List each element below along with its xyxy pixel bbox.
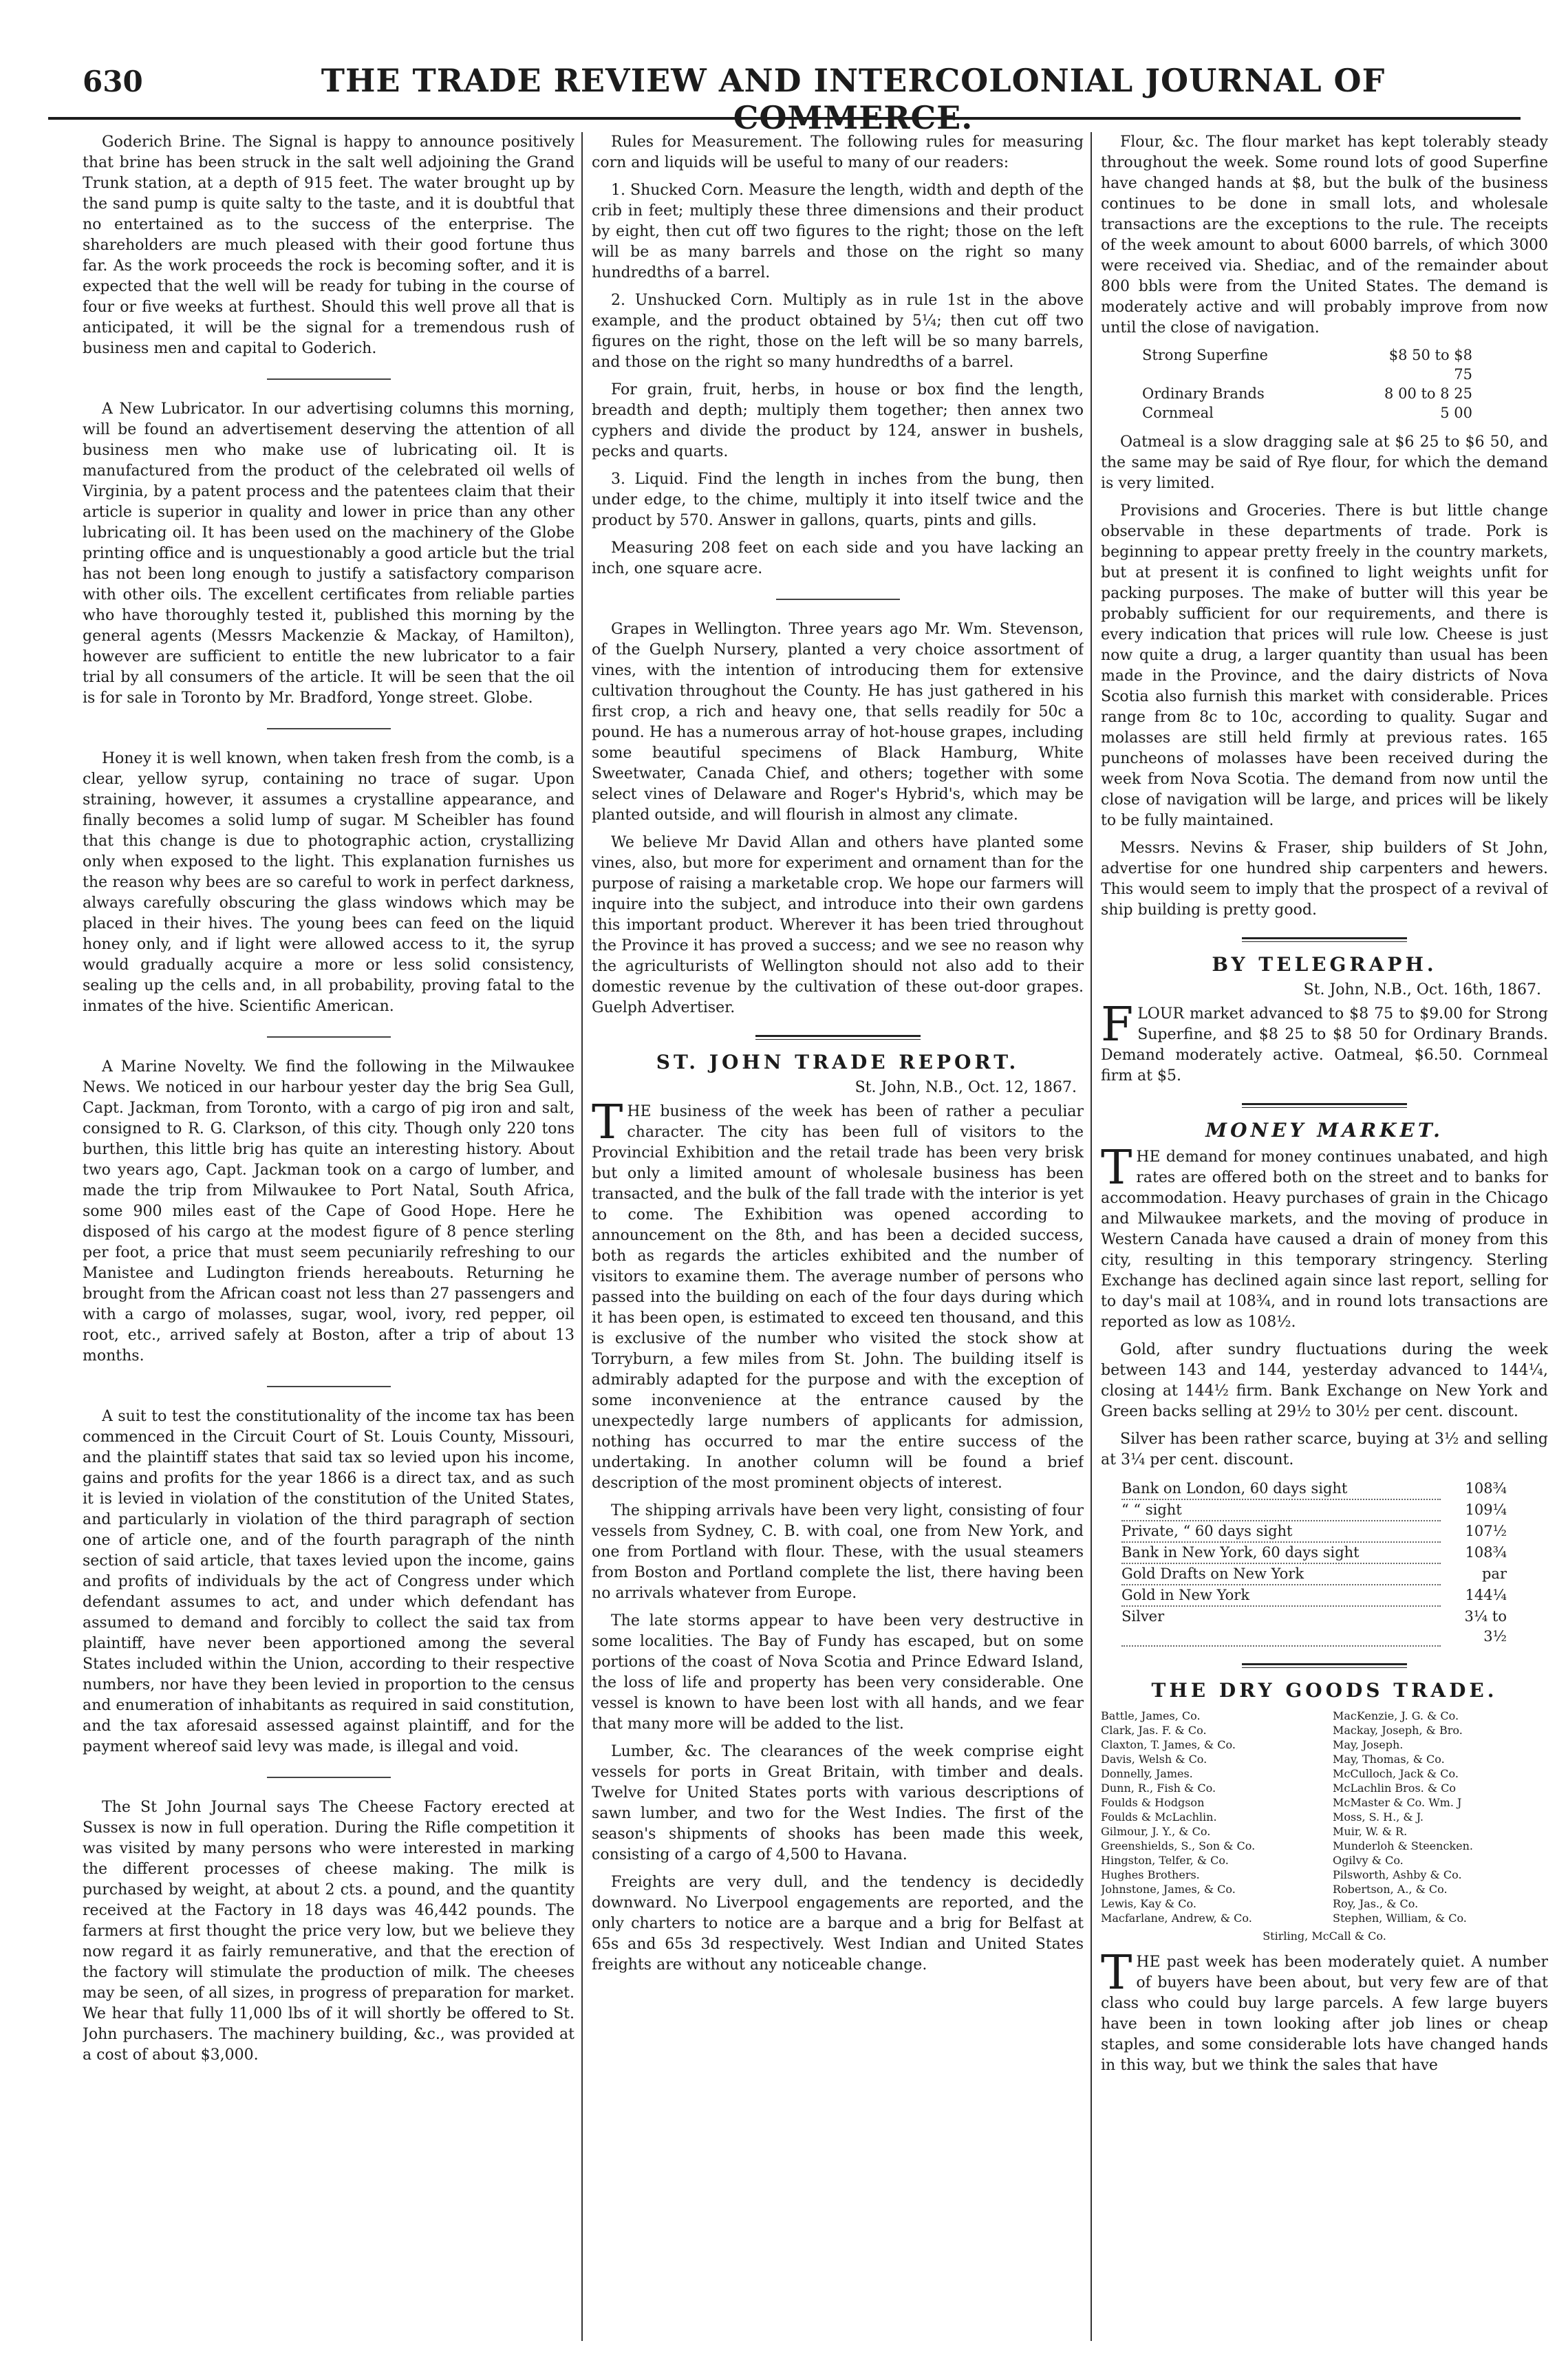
rate-label: Gold in New York (1121, 1585, 1441, 1607)
st-john-lumber: Lumber, &c. The clearances of the week comprise eight vessels for ports in Great Britain, with timber and deals. Twelve for United States ports with various descriptions of sawn lumber, and two for the West Indies. The first of the season's shipments of shooks has been made this week, consisting of a cargo of 4,500 to Havana. (592, 1743, 1084, 1863)
firm-name: Moss, S. H., & J. (1333, 1810, 1424, 1824)
money-gold: Gold, after sundry fluctuations during the week between 143 and 144, yesterday advanced to 144¼, closing at 144½ firm. Bank Exchange on New York and Green backs selling at 29½ to 30½ per cent. discount. (1101, 1341, 1548, 1420)
telegraph-text: LOUR market advanced to $8 75 to $9.00 for Strong Superfine, and $8 25 to $8 50 for Ordinary Brands. Demand moderately active. Oatmeal, $6.50. Cornmeal firm at $5. (1101, 1005, 1548, 1084)
rate-label: Private, “ 60 days sight (1121, 1521, 1441, 1543)
section-rule (755, 1035, 921, 1040)
price-row (1142, 403, 1472, 423)
column-one (83, 132, 574, 2341)
firm-name: Stephen, William, & Co. (1333, 1912, 1467, 1925)
firm-name: Dunn, R., Fish & Co. (1101, 1782, 1216, 1795)
firm-name: Hughes Brothers. (1101, 1868, 1200, 1881)
rate-value: 107½ (1465, 1523, 1507, 1539)
article-rules-measurement: Rules for Measurement. The following rules for measuring corn and liquids will be useful to many of our readers: (592, 133, 1084, 171)
rate-value: 108¾ (1465, 1480, 1507, 1497)
rate-row (1121, 1500, 1507, 1521)
price-value: $8 50 to $8 75 (1388, 347, 1472, 383)
rate-row (1121, 1585, 1507, 1607)
firm-name-centered: Stirling, McCall & Co. (1263, 1929, 1386, 1943)
article-goderich-brine: Goderich Brine. The Signal is happy to announce positively that brine has been struck in the salt well adjoining the Grand Trunk station, at a depth of 915 feet. The water brought up by the sand pump is quite salty to the taste, and it is doubtful that no entertained as to the success of the enterprise. The shareholders are much pleased with their good fortune thus far. As the work proceeds the rock is becoming softer, and it is expected that the well will be ready for tubing in the course of four or five weeks at furthest. Should this well prove all that is anticipated, it will be the signal for a tremendous rush of business men and capital to Goderich. (83, 133, 574, 357)
article-separator (776, 599, 900, 600)
newspaper-page (48, 55, 1548, 2353)
firm-name: McLachlin Bros. & Co (1333, 1782, 1457, 1795)
firm-name: Donnelly, James. (1101, 1767, 1193, 1780)
price-label: Strong Superfine (1142, 347, 1268, 363)
journal-title: THE TRADE REVIEW AND INTERCOLONIAL JOURNAL OF COMMERCE. (321, 62, 1386, 136)
drop-cap: T (592, 1095, 623, 1150)
firm-name: Gilmour, J. Y., & Co. (1101, 1825, 1211, 1838)
price-label: Ordinary Brands (1142, 385, 1265, 402)
firm-name: Lewis, Kay & Co. (1101, 1897, 1196, 1910)
firm-name: Johnstone, James, & Co. (1101, 1883, 1236, 1896)
firm-name: McMaster & Co. Wm. J (1333, 1796, 1462, 1809)
st-john-freights: Freights are very dull, and the tendency is decidedly downward. No Liverpool engagements are reported, and the only charters to notice are a barque and a brig for Belfast at 65s and 65s 3d respectively. West Indian and United States freights are without any noticeable change. (592, 1874, 1084, 1974)
price-row (1142, 345, 1472, 384)
page-number: 630 (83, 65, 143, 98)
money-market-title: MONEY MARKET. (1205, 1119, 1443, 1142)
firm-name: Clark, Jas. F. & Co. (1101, 1724, 1207, 1737)
article-new-lubricator: A New Lubricator. In our advertising columns this morning, will be found an advertisement deserving the attention of all business men who make use of lubricating oil. It is manufactured from the product of the celebrated oil wells of Virginia, by a patent process and the patentees claim that their article is superior in quality and lower in price than any other lubricating oil. It has been used on the machinery of the Globe printing office and is unquestionably a good article but the trial has not been long enough to justify a satisfactory comparison with other oils. The excellent certificates from reliable parties who have thoroughly tested it, published this morning by the general agents (Messrs Mackenzie & Mackay, of Hamilton), however are sufficient to entitle the new lubricator to a fair trial by all consumers of the article. It will be seen that the oil is for sale in Toronto by Mr. Bradford, Yonge street. Globe. (83, 400, 574, 707)
telegraph-report (1101, 998, 1548, 1087)
rate-value: par (1481, 1565, 1507, 1582)
article-separator (267, 378, 391, 380)
price-value: 8 00 to 8 25 (1384, 385, 1472, 402)
firm-name: Battle, James, Co. (1101, 1709, 1201, 1722)
st-john-shipping: The shipping arrivals have been very light, consisting of four vessels from Sydney, C. B. with coal, one from New York, and one from Portland with flour. These, with the usual steamers from Boston and Portland complete the list, there having been no arrivals whatever from Europe. (592, 1502, 1084, 1602)
st-john-dateline: St. John, N.B., Oct. 12, 1867. (855, 1079, 1077, 1096)
firm-name: MacKenzie, J. G. & Co. (1333, 1709, 1459, 1722)
st-john-trade-report-title: ST. JOHN TRADE REPORT. (656, 1051, 1020, 1073)
price-value: 5 00 (1440, 405, 1472, 421)
rate-value: 109¼ (1465, 1501, 1507, 1518)
rate-label: Gold Drafts on New York (1121, 1564, 1441, 1585)
price-row (1142, 384, 1472, 403)
rate-row (1121, 1479, 1507, 1500)
article-separator (267, 728, 391, 729)
section-rule (1242, 937, 1407, 942)
flour-price-list (1142, 345, 1548, 423)
price-label: Cornmeal (1142, 405, 1214, 421)
st-john-report-text: HE business of the week has been of rather a peculiar character. The city has been full of visitors to the Provincial Exhibition and the retail trade has been very brisk but only a limited amount of wholesale business has been transacted, and the bulk of the fall trade with the interior is yet to come. The Exhibition was opened according to announcement on the 8th, and has been a decided success, both as regards the articles exhibited and the number of visitors to examine them. The average number of persons who passed into the building on each of the four days during which it has been open, is estimated to exceed ten thousand, and this is exclusive of the number who visited the stock show at Torryburn, a few miles from St. John. The building itself is admirably adapted for the purpose and with the exception of some inconvenience at the entrance caused by the unexpectedly large numbers of applicants for admission, nothing has occurred to mar the entire success of the undertaking. In another column will be found a brief description of the most prominent objects of interest. (592, 1103, 1084, 1492)
article-cheese-factory: The St John Journal says The Cheese Factory erected at Sussex is now in full operation. During the Rifle competition it was visited by many persons who were interested in marking the different processes of cheese making. The milk is purchased by weight, at about 2 cts. a pound, and the quantity received at the Factory in 18 days was 46,442 pounds. The farmers at first thought the price very low, but we believe they now regard it as fairly remunerative, and that the erection of the factory will stimulate the production of milk. The cheeses may be seen, of all sizes, in progress of preparation for market. We hear that fully 11,000 lbs of it will shortly be offered to St. John purchasers. The machinery building, &c., was provided at a cost of about $3,000. (83, 1799, 574, 2064)
firm-name: Pilsworth, Ashby & Co. (1333, 1868, 1462, 1881)
section-rule (1242, 1663, 1407, 1668)
article-provisions: Provisions and Groceries. There is but little change observable in these departments of trade. Pork is beginning to appear pretty freely in the country markets, but at present it is confined to light weights unfit for packing purposes. The make of butter will this year be probably sufficient for our requirements, and there is every indication that prices will rule low. Cheese is just now quite a drug, a larger quantity than usual has been made in the Province, and the dairy districts of Nova Scotia also furnish this market with considerable. Prices range from 8c to 10c, according to quality. Sugar and molasses are still held firmly at previous rates. 165 puncheons of molasses have been received during the week from Nova Scotia. The demand from now until the close of navigation will be large, and prices will be likely to be fully maintained. (1101, 502, 1548, 829)
exchange-rates-table (1121, 1479, 1548, 1647)
firm-name: Munderloh & Steencken. (1333, 1839, 1473, 1852)
column-two (592, 132, 1084, 2341)
rate-row (1121, 1521, 1507, 1543)
rate-label: Bank in New York, 60 days sight (1121, 1543, 1441, 1564)
drop-cap: T (1101, 1946, 1132, 2000)
firm-list-right (1333, 1709, 1548, 1925)
rate-label: Bank on London, 60 days sight (1121, 1479, 1441, 1500)
firm-name: Ogilvy & Co. (1333, 1854, 1404, 1867)
firm-name: McCulloch, Jack & Co. (1333, 1767, 1459, 1780)
rate-row (1121, 1607, 1507, 1647)
firm-name: Roy, Jas., & Co. (1333, 1897, 1419, 1910)
article-separator (267, 1386, 391, 1387)
article-separator (267, 1777, 391, 1778)
column-divider (1091, 132, 1092, 2341)
rule-shucked-corn: 1. Shucked Corn. Measure the length, width and depth of the crib in feet; multiply these three dimensions and their product by eight, then cut off two figures to the right; those on the left will be as many barrels and those on the right so many hundredths of a barrel. (592, 182, 1084, 281)
money-silver: Silver has been rather scarce, buying at 3½ and selling at 3¼ per cent. discount. (1101, 1431, 1548, 1468)
firm-name: Muir, W. & R. (1333, 1825, 1408, 1838)
money-market-text: HE demand for money continues unabated, and high rates are offered both on the street and to banks for accommodation. Heavy purchases of grain in the Chicago and Milwaukee markets, and the moving of produce in Western Canada have caused a drain of money from this city, resulting in this temporary stringency. Sterling Exchange has declined again since last report, selling for to day's mail at 108¾, and in round lots transactions are reported as low as 108½. (1101, 1148, 1548, 1331)
drop-cap: F (1101, 998, 1134, 1052)
by-telegraph-title: BY TELEGRAPH. (1212, 953, 1437, 976)
article-income-tax: A suit to test the constitutionality of the income tax has been commenced in the Circuit Court of St. Louis County, Missouri, and the plaintiff states that said tax so levied upon his income, gains and profits for the year 1866 is a direct tax, and as such it is levied in violation of the constitution of the United States, and particularly in violation of the third paragraph of section one of article one, and of the fourth paragraph of the ninth section of said article, that taxes levied upon the income, gains and profits of individuals by the act of Congress under which defendant assumes to act, and under which defendant has assumed to demand and forcibly to collect the said tax from plaintiff, have never been apportioned among the several States included within the Union, according to their respective numbers, nor have they been levied in proportion to the census and enumeration of inhabitants as required in said constitution, and the tax aforesaid assessed against plaintiff, and for the payment whereof said levy was made, is illegal and void. (83, 1408, 574, 1755)
telegraph-dateline: St. John, N.B., Oct. 16th, 1867. (1303, 981, 1541, 998)
rule-grain: For grain, fruit, herbs, in house or box find the length, breadth and depth; multiply them together; then annex two cyphers and divide the product by 124, answer in bushels, pecks and quarts. (592, 381, 1084, 460)
firm-name: May, Thomas, & Co. (1333, 1753, 1445, 1766)
firm-name: Foulds & McLachlin. (1101, 1810, 1217, 1824)
rate-value: 108¾ (1465, 1544, 1507, 1561)
st-john-storms: The late storms appear to have been very destructive in some localities. The Bay of Fundy has escaped, but on some portions of the coast of Nova Scotia and Prince Edward Island, the loss of life and property has been very considerable. One vessel is known to have been lost with all hands, and we fear that many more will be added to the list. (592, 1612, 1084, 1733)
dry-goods-report (1101, 1946, 1548, 2076)
firm-name: Claxton, T. James, & Co. (1101, 1738, 1236, 1751)
rate-label: “ “ sight (1121, 1500, 1441, 1521)
firm-name: Davis, Welsh & Co. (1101, 1753, 1207, 1766)
article-marine-novelty: A Marine Novelty. We find the following in the Milwaukee News. We noticed in our harbour yester day the brig Sea Gull, Capt. Jackman, from Toronto, with a cargo of pig iron and salt, consigned to R. G. Clarkson, of this city. Though only 220 tons burthen, this little brig has quite an interesting history. About two years ago, Capt. Jackman took on a cargo of lumber, and made the trip from Milwaukee to Port Natal, South Africa, some 900 miles east of the Cape of Good Hope. Here he disposed of his cargo at the modest figure of 8 pence sterling per foot, a price that must seem pecuniarily refreshing to our Manistee and Ludington friends hereabouts. Returning he brought from the African coast not less than 27 passengers and with a cargo of molasses, sugar, wool, ivory, red pepper, oil root, etc., arrived safely at Boston, after a trip of about 13 months. (83, 1058, 574, 1365)
rule-unshucked-corn: 2. Unshucked Corn. Multiply as in rule 1st in the above example, and the product obtained by 5¼; then cut off two figures on the right, those on the left will be so many barrels, and those on the right so many hundredths of a barrel. (592, 292, 1084, 371)
firm-name: Robertson, A., & Co. (1333, 1883, 1448, 1896)
drop-cap: T (1101, 1141, 1132, 1195)
rate-label: Silver (1121, 1607, 1441, 1647)
article-oatmeal: Oatmeal is a slow dragging sale at $6 25 to $6 50, and the same may be said of Rye flour, for which the demand is very limited. (1101, 434, 1548, 492)
firm-name: Greenshields, S., Son & Co. (1101, 1839, 1256, 1852)
rate-value: 3¼ to 3½ (1464, 1608, 1507, 1645)
section-rule (1242, 1103, 1407, 1108)
article-grapes-wellington-cont: We believe Mr David Allan and others have planted some vines, also, but more for experiment and ornament than for the purpose of raising a marketable crop. We hope our farmers will inquire into the subject, and introduce into their own gardens this important product. Wherever it has been tried throughout the Province it has proved a success; and we see no reason why the agriculturists of Wellington should not also add to their domestic revenue by the cultivation of these out-door grapes. Guelph Advertiser. (592, 834, 1084, 1016)
firm-name: Hingston, Telfer, & Co. (1101, 1854, 1229, 1867)
article-flour: Flour, &c. The flour market has kept tolerably steady throughout the week. Some round lots of good Superfine have changed hands at $8, but the bulk of the business continues to be done in small lots, and wholesale transactions are the exceptions to the rule. The receipts of the week amount to about 6000 barrels, of which 3000 were received via. Shediac, and of the remainder about 800 bbls were from the United States. The demand is moderately active and will probably improve from now until the close of navigation. (1101, 133, 1548, 336)
page-header (48, 55, 1521, 136)
firm-list (1101, 1709, 1548, 1925)
firm-name: May, Joseph. (1333, 1738, 1404, 1751)
column-three (1101, 132, 1548, 2341)
rate-row (1121, 1543, 1507, 1564)
rule-acre: Measuring 208 feet on each side and you have lacking an inch, one square acre. (592, 539, 1084, 577)
article-honey: Honey it is well known, when taken fresh from the comb, is a clear, yellow syrup, containing no trace of sugar. Upon straining, however, it assumes a crystalline appearance, and finally becomes a solid lump of sugar. M Scheibler has found that this change is due to photographic action, crystallizing only when exposed to the light. This explanation furnishes us the reason why bees are so careful to work in perfect darkness, always carefully obscuring the glass windows which may be placed in their hives. The young bees can feed on the liquid honey only, and if light were allowed access to it, the syrup would gradually acquire a more or less solid consistency, sealing up the cells and, in all probability, proving fatal to the inmates of the hive. Scientific American. (83, 750, 574, 1015)
firm-list-left (1101, 1709, 1316, 1925)
article-separator (267, 1036, 391, 1038)
article-nevins-fraser: Messrs. Nevins & Fraser, ship builders of St John, advertise for one hundred ship carpenters and hewers. This would seem to imply that the prospect of a revival of ship building is pretty good. (1101, 840, 1548, 919)
column-divider (581, 132, 583, 2341)
firm-name: Macfarlane, Andrew, & Co. (1101, 1912, 1252, 1925)
firm-name: Foulds & Hodgson (1101, 1796, 1205, 1809)
rule-liquid: 3. Liquid. Find the length in inches from the bung, then under edge, to the chime, multiply it into itself twice and the product by 570. Answer in gallons, quarts, pints and gills. (592, 471, 1084, 529)
article-grapes-wellington: Grapes in Wellington. Three years ago Mr. Wm. Stevenson, of the Guelph Nursery, planted a very choice assortment of vines, with the intention of introducing them for extensive cultivation throughout the County. He has just gathered in his first crop, a rich and heavy one, that sells readily for 50c a pound. He has a numerous array of hot-house grapes, including some beautiful specimens of Black Hamburg, White Sweetwater, Canada Chief, and others; together with some select vines of Delaware and Roger's Hybrid's, which may be planted outside, and will flourish in almost any climate. (592, 621, 1084, 824)
firm-name: Mackay, Joseph, & Bro. (1333, 1724, 1463, 1737)
dry-goods-trade-title: THE DRY GOODS TRADE. (1151, 1679, 1498, 1702)
rate-value: 144¼ (1465, 1587, 1507, 1603)
money-market-report (1101, 1141, 1548, 1333)
rate-row (1121, 1564, 1507, 1585)
dry-goods-text: HE past week has been moderately quiet. A number of buyers have been about, but very few are of that class who could buy large parcels. A few large buyers have been in town looking after job lines or cheap staples, and some considerable lots have changed hands in this way, but we think the sales that have (1101, 1954, 1548, 2074)
st-john-report-intro (592, 1095, 1084, 1494)
